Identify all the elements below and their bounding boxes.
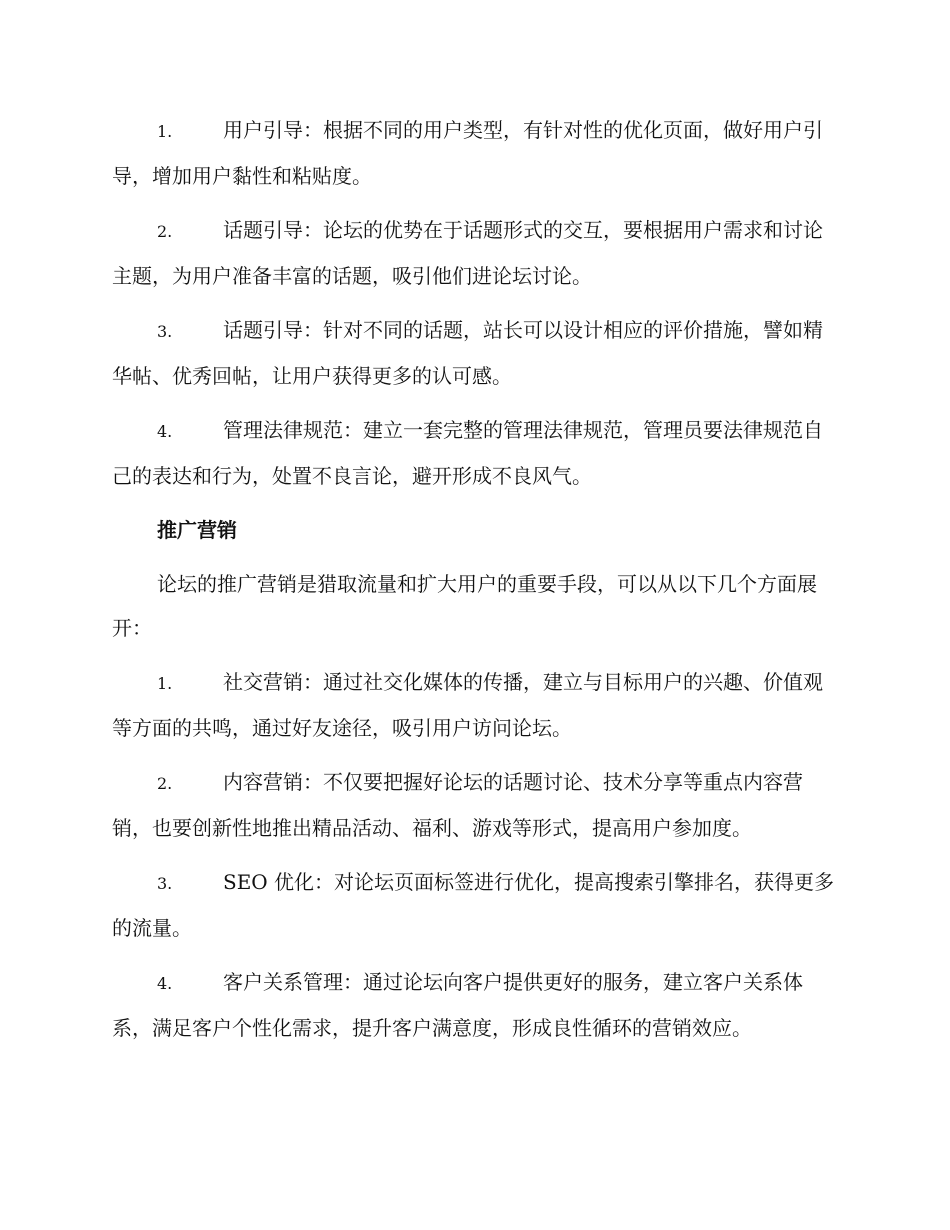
list-text: 社交营销：通过社交化媒体的传播，建立与目标用户的兴趣、价值观等方面的共鸣，通过好友途径，吸引用户访问论坛。 [112,670,823,740]
section-heading: 推广营销 [157,518,237,542]
list-item [112,860,836,950]
document-page [112,108,836,1060]
list-item [112,408,836,498]
list-text: 话题引导：论坛的优势在于话题形式的交互，要根据用户需求和讨论主题，为用户准备丰富的话题，吸引他们进论坛讨论。 [112,218,823,288]
list-item [112,960,836,1050]
list-number: 3. [157,322,173,341]
list-number: 1. [157,122,173,141]
list-item [112,308,836,398]
list-number: 1. [157,674,173,693]
section-intro: 论坛的推广营销是猎取流量和扩大用户的重要手段，可以从以下几个方面展开： [112,572,817,640]
list-text: SEO 优化：对论坛页面标签进行优化，提高搜索引擎排名，获得更多的流量。 [112,870,835,940]
list-number: 4. [157,974,173,993]
list-item [112,660,836,750]
list-number: 4. [157,422,173,441]
list-text: 用户引导：根据不同的用户类型，有针对性的优化页面，做好用户引导，增加用户黏性和粘贴度。 [112,118,823,188]
list-text: 客户关系管理：通过论坛向客户提供更好的服务，建立客户关系体系，满足客户个性化需求，提升客户满意度，形成良性循环的营销效应。 [112,970,803,1040]
list-item [112,208,836,298]
list-text: 话题引导：针对不同的话题，站长可以设计相应的评价措施，譬如精华帖、优秀回帖，让用户获得更多的认可感。 [112,318,823,388]
list-text: 管理法律规范：建立一套完整的管理法律规范，管理员要法律规范自己的表达和行为，处置不良言论，避开形成不良风气。 [112,418,823,488]
list-number: 3. [157,874,173,893]
list-item [112,760,836,850]
list-number: 2. [157,774,173,793]
list-text: 内容营销：不仅要把握好论坛的话题讨论、技术分享等重点内容营销，也要创新性地推出精品活动、福利、游戏等形式，提高用户参加度。 [112,770,803,840]
list-item [112,108,836,198]
list-number: 2. [157,222,173,241]
